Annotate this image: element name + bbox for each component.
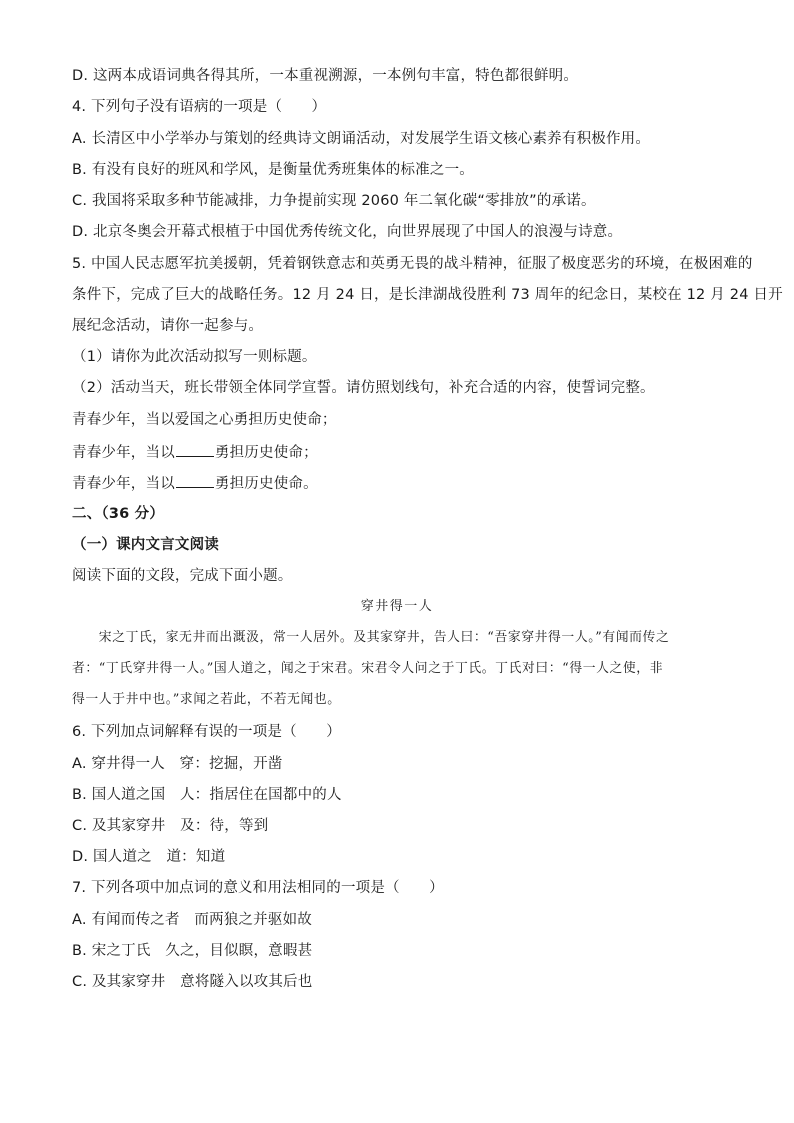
reading-instruction: 阅读下面的文段，完成下面小题。: [72, 568, 293, 584]
q5-sub1: （1）请你为此次活动拟写一则标题。: [72, 349, 317, 365]
q3-option-d: D. 这两本成语词典各得其所，一本重视溯源，一本例句丰富，特色都很鲜明。: [72, 68, 579, 84]
q4-option-c: C. 我国将采取多种节能减排，力争提前实现 2060 年二氧化碳“零排放”的承诺。: [72, 193, 596, 209]
oath-line1: 青春少年，当以爱国之心勇担历史使命；: [72, 412, 337, 428]
q6-option-b: B. 国人道之国 人：指居住在国都中的人: [72, 787, 342, 803]
passage-line2: 者：“丁氏穿井得一人。”国人道之，闻之于宋君。宋君令人问之于丁氏。丁氏对曰：“得一人之使，非: [72, 661, 664, 676]
answer-blank[interactable]: [176, 472, 214, 488]
q5-sub2: （2）活动当天，班长带领全体同学宣誓。请仿照划线句，补充合适的内容，使誓词完整。: [72, 380, 655, 396]
q4-stem: 4. 下列句子没有语病的一项是（ ）: [72, 99, 327, 115]
q7-option-c: C. 及其家穿井 意将隧入以攻其后也: [72, 974, 313, 990]
passage-line3: 得一人于井中也。”求闻之若此，不若无闻也。: [72, 692, 341, 707]
q7-stem: 7. 下列各项中加点词的意义和用法相同的一项是（ ）: [72, 880, 444, 896]
section-heading: 二、（36 分）: [72, 506, 165, 522]
oath-line3-suffix: 勇担历史使命。: [214, 476, 318, 492]
subsection-heading: （一）课内文言文阅读: [72, 537, 219, 553]
q7-option-a: A. 有闻而传之者 而两狼之并驱如故: [72, 912, 312, 928]
passage-title: 穿井得一人: [360, 599, 434, 614]
oath-line3: [72, 472, 318, 494]
q7-option-b: B. 宋之丁氏 久之，目似瞑，意暇甚: [72, 943, 313, 959]
oath-line2-suffix: 勇担历史使命；: [214, 445, 318, 461]
oath-line2: [72, 441, 318, 463]
q6-option-a: A. 穿井得一人 穿：挖掘，开凿: [72, 756, 283, 772]
q4-option-d: D. 北京冬奥会开幕式根植于中国优秀传统文化，向世界展现了中国人的浪漫与诗意。: [72, 224, 623, 240]
oath-line2-prefix: 青春少年，当以: [72, 445, 175, 461]
answer-blank[interactable]: [176, 441, 214, 457]
passage-line1: 宋之丁氏，家无井而出溉汲，常一人居外。及其家穿井，告人曰：“吾家穿井得一人。”有闻而传之: [72, 630, 670, 645]
q4-option-a: A. 长清区中小学举办与策划的经典诗文朗诵活动，对发展学生语文核心素养有积极作用。: [72, 131, 651, 147]
q5-stem-line3: 展纪念活动，请你一起参与。: [72, 318, 264, 334]
q6-option-d: D. 国人道之 道：知道: [72, 849, 226, 865]
q6-option-c: C. 及其家穿井 及：待，等到: [72, 818, 269, 834]
q4-option-b: B. 有没有良好的班风和学风，是衡量优秀班集体的标准之一。: [72, 162, 474, 178]
oath-line3-prefix: 青春少年，当以: [72, 476, 175, 492]
q5-stem-line1: 5. 中国人民志愿军抗美援朝，凭着钢铁意志和英勇无畏的战斗精神，征服了极度恶劣的环境，在极困难的: [72, 256, 753, 272]
q5-stem-line2: 条件下，完成了巨大的战略任务。12 月 24 日，是长津湖战役胜利 73 周年的纪念日，某校在 12 月 24 日开: [72, 287, 783, 303]
q6-stem: 6. 下列加点词解释有误的一项是（ ）: [72, 724, 341, 740]
